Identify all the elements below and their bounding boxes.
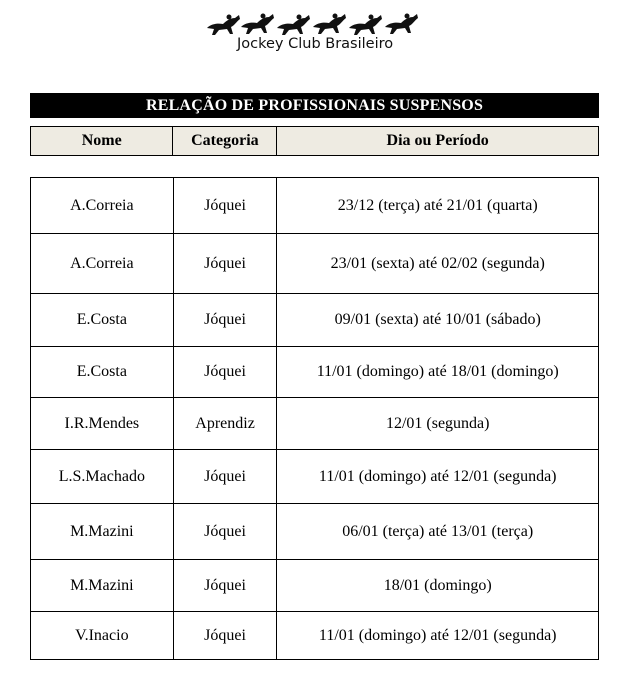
table-row [31,398,599,450]
cell-categoria: Jóquei [173,612,277,660]
suspensions-table [30,177,599,660]
racing-horses-icon [205,12,420,38]
table-row [31,178,599,234]
cell-nome: I.R.Mendes [31,398,174,450]
cell-nome: M.Mazini [31,504,174,560]
cell-categoria: Jóquei [173,294,277,347]
cell-periodo: 18/01 (domingo) [277,560,599,612]
cell-periodo: 11/01 (domingo) até 18/01 (domingo) [277,347,599,398]
cell-periodo: 11/01 (domingo) até 12/01 (segunda) [277,450,599,504]
cell-nome: A.Correia [31,178,174,234]
cell-periodo: 23/12 (terça) até 21/01 (quarta) [277,178,599,234]
column-header-categoria: Categoria [173,127,277,156]
column-header-nome: Nome [31,127,173,156]
cell-nome: M.Mazini [31,560,174,612]
table-row [31,560,599,612]
table-header [30,126,599,156]
page-title: RELAÇÃO DE PROFISSIONAIS SUSPENSOS [30,93,599,118]
cell-periodo: 09/01 (sexta) até 10/01 (sábado) [277,294,599,347]
cell-categoria: Jóquei [173,178,277,234]
table-row [31,234,599,294]
cell-nome: L.S.Machado [31,450,174,504]
cell-categoria: Jóquei [173,234,277,294]
table-row [31,450,599,504]
cell-nome: V.Inacio [31,612,174,660]
cell-periodo: 12/01 (segunda) [277,398,599,450]
cell-categoria: Jóquei [173,347,277,398]
cell-nome: E.Costa [31,347,174,398]
table-row [31,347,599,398]
cell-categoria: Jóquei [173,560,277,612]
cell-categoria: Aprendiz [173,398,277,450]
column-header-periodo: Dia ou Período [277,127,599,156]
logo-text: Jockey Club Brasileiro [237,36,394,52]
table-row [31,612,599,660]
cell-periodo: 11/01 (domingo) até 12/01 (segunda) [277,612,599,660]
jockey-club-logo [205,12,420,60]
cell-nome: A.Correia [31,234,174,294]
cell-periodo: 23/01 (sexta) até 02/02 (segunda) [277,234,599,294]
cell-nome: E.Costa [31,294,174,347]
table-row [31,504,599,560]
cell-categoria: Jóquei [173,504,277,560]
table-row [31,294,599,347]
cell-periodo: 06/01 (terça) até 13/01 (terça) [277,504,599,560]
cell-categoria: Jóquei [173,450,277,504]
